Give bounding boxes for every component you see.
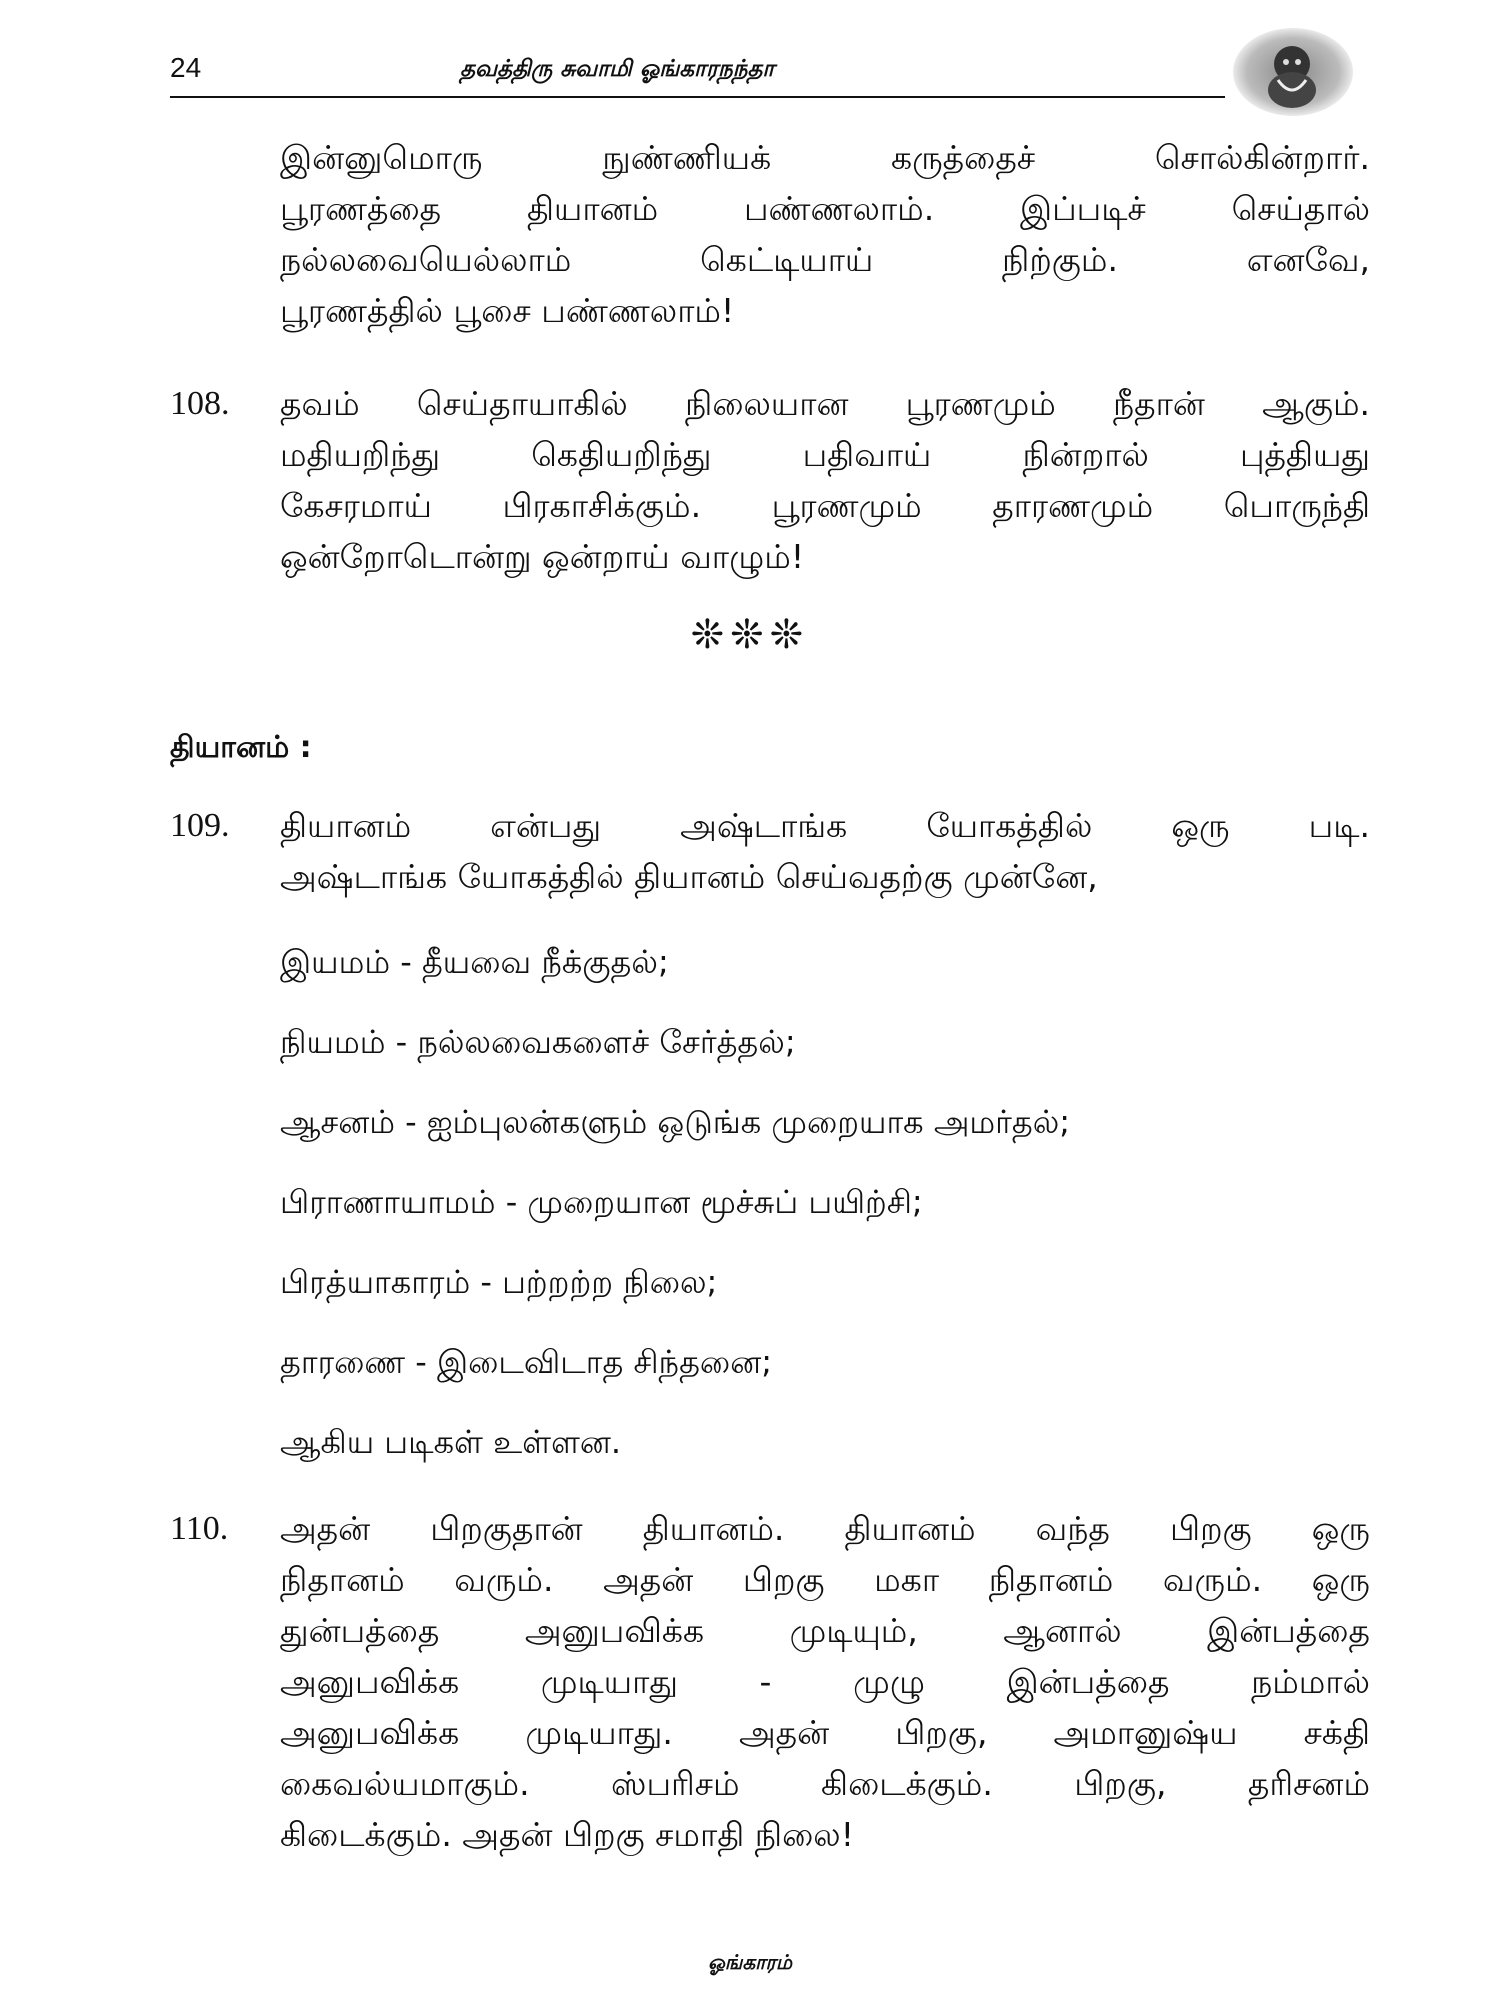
text-line: தவம் செய்தாயாகில் நிலையான பூரணமும் நீதான் ஆகும்.	[280, 384, 1370, 423]
text-line: கைவல்யமாகும். ஸ்பரிசம் கிடைக்கும். பிறகு, தரிசனம்	[280, 1764, 1370, 1803]
page-header	[170, 52, 1225, 102]
item-108-paragraph	[280, 378, 1370, 582]
list-item: பிராணாயாமம் - முறையான மூச்சுப் பயிற்சி;	[280, 1183, 923, 1221]
item-110-paragraph	[280, 1503, 1370, 1860]
list-item: ஆசனம் - ஐம்புலன்களும் ஒடுங்க முறையாக அமர்தல்;	[280, 1103, 1071, 1141]
text-line: அனுபவிக்க முடியாது - முழு இன்பத்தை நம்மால்	[280, 1662, 1370, 1701]
text-line: மதியறிந்து கெதியறிந்து பதிவாய் நின்றால் புத்தியது	[280, 435, 1370, 474]
text-line: நிதானம் வரும். அதன் பிறகு மகா நிதானம் வரும். ஒரு	[280, 1560, 1370, 1599]
list-item: தாரணை - இடைவிடாத சிந்தனை;	[280, 1343, 772, 1381]
header-rule	[170, 96, 1225, 98]
sage-portrait-icon	[1228, 20, 1358, 120]
text-line: அஷ்டாங்க யோகத்தில் தியானம் செய்வதற்கு முன்னே,	[280, 857, 1098, 896]
text-line: கிடைக்கும். அதன் பிறகு சமாதி நிலை!	[280, 1815, 854, 1854]
text-line: கேசரமாய் பிரகாசிக்கும். பூரணமும் தாரணமும் பொருந்தி	[280, 486, 1370, 525]
item-number: 110.	[170, 1510, 229, 1547]
text-line: பூரணத்தில் பூசை பண்ணலாம்!	[280, 291, 735, 330]
list-item: நியமம் - நல்லவைகளைச் சேர்த்தல்;	[280, 1023, 796, 1061]
page-number: 24	[170, 52, 202, 83]
item-number: 108.	[170, 385, 230, 422]
running-title: தவத்திரு சுவாமி ஓங்காரநந்தா	[460, 56, 775, 82]
text-line: தியானம் என்பது அஷ்டாங்க யோகத்தில் ஒரு படி.	[280, 806, 1370, 845]
text-line: அதன் பிறகுதான் தியானம். தியானம் வந்த பிறகு ஒரு	[280, 1509, 1370, 1548]
page-footer: ஓங்காரம்	[708, 1950, 792, 1974]
list-item: ஆகிய படிகள் உள்ளன.	[280, 1423, 622, 1461]
section-heading: தியானம் :	[170, 730, 312, 765]
text-line: துன்பத்தை அனுபவிக்க முடியும், ஆனால் இன்பத்தை	[280, 1611, 1370, 1650]
list-item: பிரத்யாகாரம் - பற்றற்ற நிலை;	[280, 1263, 718, 1301]
item-109-paragraph	[280, 800, 1370, 902]
item-number: 109.	[170, 807, 230, 844]
text-line: நல்லவையெல்லாம் கெட்டியாய் நிற்கும். எனவே,	[280, 240, 1370, 279]
list-item: இயமம் - தீயவை நீக்குதல்;	[280, 943, 669, 981]
text-line: அனுபவிக்க முடியாது. அதன் பிறகு, அமானுஷ்ய சக்தி	[280, 1713, 1370, 1752]
text-line: ஒன்றோடொன்று ஒன்றாய் வாழும்!	[280, 537, 805, 576]
text-line: இன்னுமொரு நுண்ணியக் கருத்தைச் சொல்கின்றார்.	[280, 138, 1370, 177]
intro-paragraph	[280, 132, 1370, 336]
text-line: பூரணத்தை தியானம் பண்ணலாம். இப்படிச் செய்தால்	[280, 189, 1370, 228]
section-separator: ❊❊❊	[690, 612, 810, 658]
